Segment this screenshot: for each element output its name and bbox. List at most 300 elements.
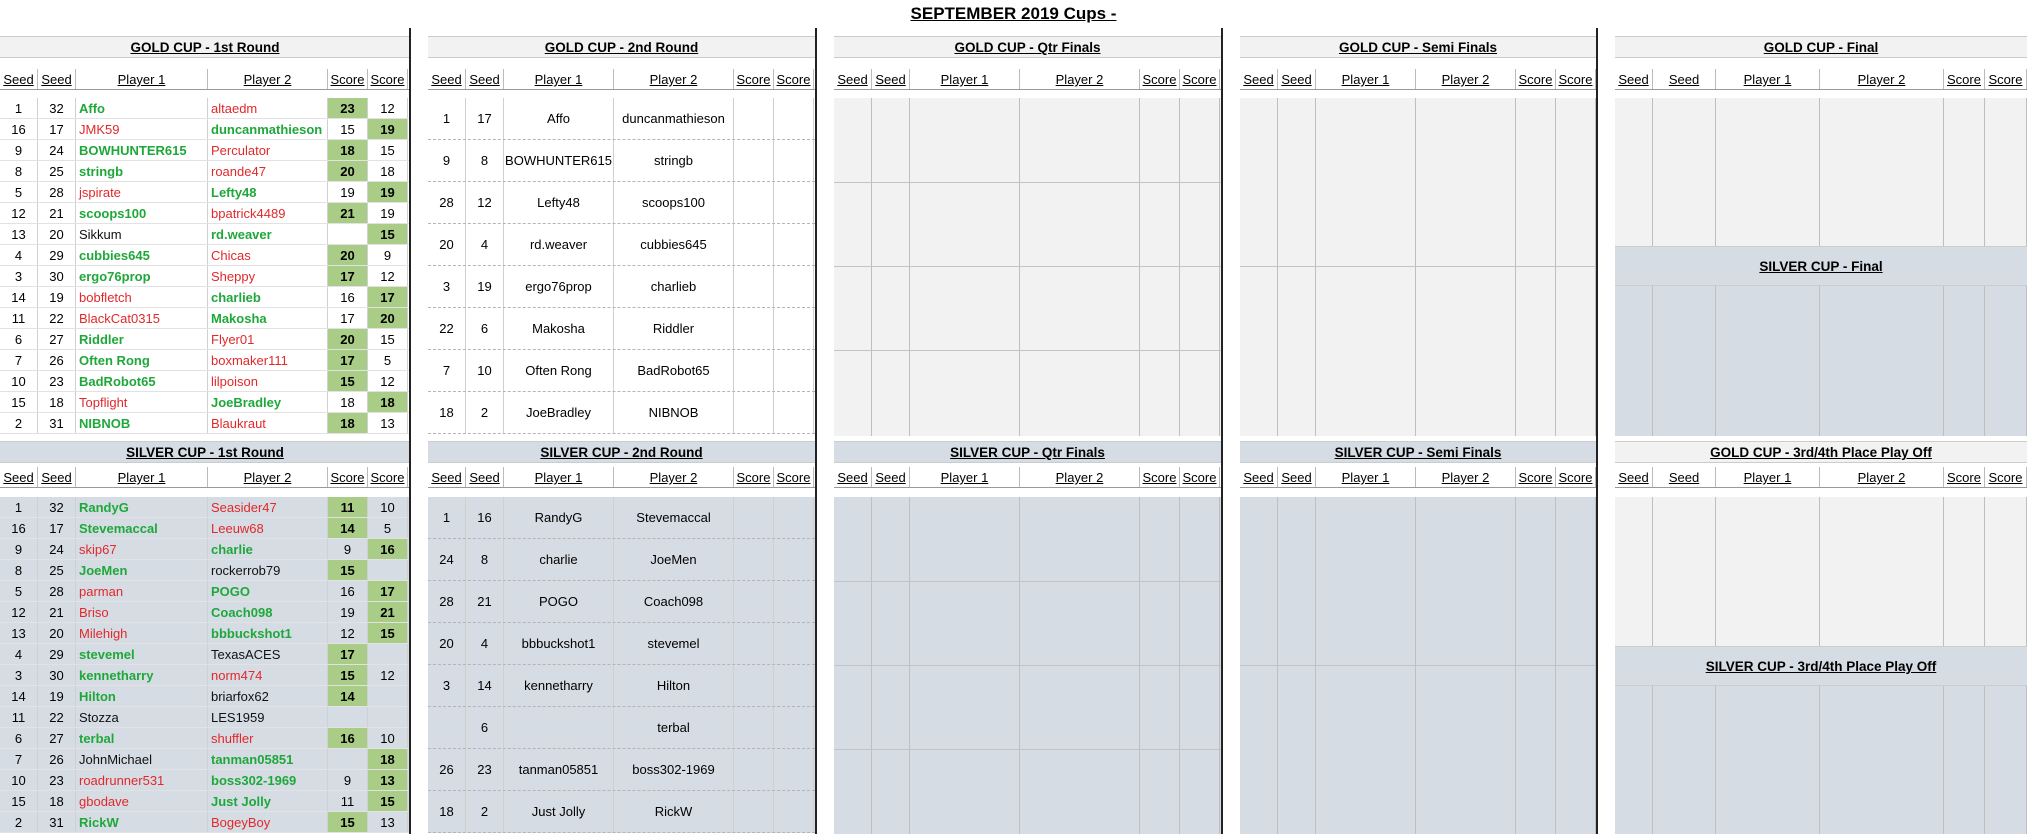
player1-cell: rd.weaver — [504, 224, 614, 265]
seed-cell: 32 — [38, 497, 76, 517]
silver-r2-panel — [428, 441, 815, 834]
seed-cell: 20 — [428, 224, 466, 265]
table-row — [0, 791, 410, 812]
header-player2: Player 2 — [1441, 72, 1490, 87]
score-cell: 10 — [368, 497, 408, 517]
header-score: Score — [1947, 470, 1981, 485]
header-score: Score — [330, 470, 365, 485]
header-score: Score — [736, 72, 771, 87]
seed-cell: 10 — [0, 371, 38, 391]
seed-cell: 27 — [38, 728, 76, 748]
header-seed: Seed — [1618, 470, 1649, 485]
header-seed: Seed — [1668, 72, 1700, 87]
header-seed: Seed — [1618, 72, 1649, 87]
score-cell — [734, 749, 774, 790]
table-row — [0, 119, 410, 140]
player2-cell: Flyer01 — [208, 329, 328, 349]
page-title: SEPTEMBER 2019 Cups - — [910, 4, 1117, 23]
seed-cell — [428, 707, 466, 748]
table-row — [0, 245, 410, 266]
player1-cell: skip67 — [76, 539, 208, 559]
header-score: Score — [370, 470, 405, 485]
silver-r2-header — [428, 467, 815, 488]
header-seed: Seed — [41, 470, 72, 485]
header-score: Score — [736, 470, 771, 485]
player2-cell: POGO — [208, 581, 328, 601]
gold-r2-rows — [428, 98, 815, 434]
player1-cell: kennetharry — [504, 665, 614, 706]
player1-cell: Briso — [76, 602, 208, 622]
player1-cell: Often Rong — [76, 350, 208, 370]
player2-cell: Perculator — [208, 140, 328, 160]
score-cell — [774, 182, 814, 223]
header-score: Score — [1558, 470, 1593, 485]
player2-cell: JoeMen — [614, 539, 734, 580]
score-cell — [734, 707, 774, 748]
table-row — [0, 350, 410, 371]
seed-cell: 23 — [466, 749, 504, 790]
player1-cell: charlie — [504, 539, 614, 580]
score-cell — [328, 707, 368, 727]
score-cell: 14 — [328, 686, 368, 706]
seed-cell: 29 — [38, 644, 76, 664]
seed-cell: 5 — [0, 581, 38, 601]
gold-r1-rows — [0, 98, 410, 434]
header-seed: Seed — [3, 470, 34, 485]
player2-cell: NIBNOB — [614, 392, 734, 433]
table-row — [0, 623, 410, 644]
header-player1: Player 1 — [940, 470, 989, 485]
score-cell — [734, 791, 774, 832]
match-row — [428, 581, 815, 623]
seed-cell: 25 — [38, 560, 76, 580]
player1-cell: JMK59 — [76, 119, 208, 139]
score-cell: 18 — [368, 749, 408, 769]
player2-cell: briarfox62 — [208, 686, 328, 706]
match-row — [428, 623, 815, 665]
score-cell: 11 — [328, 791, 368, 811]
score-cell — [774, 665, 814, 706]
seed-cell: 2 — [0, 413, 38, 433]
header-score: Score — [330, 72, 365, 87]
table-row — [0, 812, 410, 833]
seed-cell: 17 — [38, 518, 76, 538]
score-cell — [734, 392, 774, 433]
score-cell: 17 — [328, 350, 368, 370]
gold-sf-grid — [1240, 98, 1596, 436]
table-row — [0, 539, 410, 560]
player1-cell: RandyG — [504, 497, 614, 538]
table-row — [0, 413, 410, 434]
score-cell — [368, 686, 408, 706]
score-cell: 13 — [368, 812, 408, 832]
score-cell — [774, 140, 814, 181]
score-cell — [774, 707, 814, 748]
score-cell — [774, 266, 814, 307]
gold-qf-grid — [834, 98, 1221, 436]
score-cell: 15 — [368, 329, 408, 349]
header-seed: Seed — [469, 470, 500, 485]
header-player1: Player 1 — [1743, 470, 1792, 485]
table-row — [0, 98, 410, 119]
score-cell — [774, 350, 814, 391]
header-score: Score — [1182, 470, 1217, 485]
match-row — [428, 98, 815, 140]
seed-cell: 8 — [466, 539, 504, 580]
player1-cell: NIBNOB — [76, 413, 208, 433]
table-row — [0, 329, 410, 350]
score-cell — [328, 749, 368, 769]
gold-3rd-header — [1615, 467, 2027, 488]
score-cell: 19 — [328, 602, 368, 622]
player1-cell: Makosha — [504, 308, 614, 349]
score-cell: 19 — [368, 182, 408, 202]
match-row — [428, 665, 815, 707]
gold-qf-panel — [834, 36, 1221, 436]
score-cell: 18 — [368, 161, 408, 181]
header-player2: Player 2 — [1857, 72, 1906, 87]
score-cell: 21 — [368, 602, 408, 622]
score-cell: 9 — [328, 770, 368, 790]
table-row — [0, 560, 410, 581]
seed-cell: 12 — [466, 182, 504, 223]
table-row — [0, 203, 410, 224]
score-cell: 18 — [368, 392, 408, 412]
player1-cell: POGO — [504, 581, 614, 622]
seed-cell: 6 — [0, 329, 38, 349]
seed-cell: 22 — [38, 308, 76, 328]
gold-final-title: GOLD CUP - Final — [1615, 36, 2027, 58]
table-row — [0, 182, 410, 203]
score-cell: 18 — [328, 392, 368, 412]
seed-cell: 11 — [0, 308, 38, 328]
score-cell — [774, 497, 814, 538]
score-cell: 15 — [328, 812, 368, 832]
score-cell: 17 — [328, 266, 368, 286]
header-player2: Player 2 — [243, 470, 292, 485]
header-player1: Player 1 — [1341, 72, 1390, 87]
gold-r2-title: GOLD CUP - 2nd Round — [428, 36, 815, 58]
player1-cell: BadRobot65 — [76, 371, 208, 391]
seed-cell: 12 — [0, 203, 38, 223]
match-row — [428, 182, 815, 224]
player1-cell: BlackCat0315 — [76, 308, 208, 328]
seed-cell: 13 — [0, 224, 38, 244]
table-row — [0, 140, 410, 161]
match-row — [428, 749, 815, 791]
seed-cell: 26 — [38, 350, 76, 370]
score-cell — [774, 98, 814, 139]
seed-cell: 26 — [428, 749, 466, 790]
seed-cell: 30 — [38, 266, 76, 286]
score-cell — [774, 392, 814, 433]
player2-cell: stringb — [614, 140, 734, 181]
score-cell: 17 — [328, 308, 368, 328]
score-cell — [328, 224, 368, 244]
seed-cell: 14 — [0, 686, 38, 706]
score-cell — [774, 791, 814, 832]
player1-cell: stringb — [76, 161, 208, 181]
player1-cell: Milehigh — [76, 623, 208, 643]
header-seed: Seed — [1281, 72, 1312, 87]
player2-cell: Riddler — [614, 308, 734, 349]
score-cell: 16 — [328, 581, 368, 601]
seed-cell: 19 — [38, 686, 76, 706]
table-row — [0, 308, 410, 329]
gold-r1-title: GOLD CUP - 1st Round — [0, 36, 410, 58]
score-cell — [774, 224, 814, 265]
seed-cell: 20 — [38, 623, 76, 643]
score-cell: 20 — [328, 161, 368, 181]
seed-cell: 10 — [466, 350, 504, 391]
seed-cell: 19 — [38, 287, 76, 307]
header-seed: Seed — [431, 470, 462, 485]
score-cell — [774, 539, 814, 580]
seed-cell: 18 — [38, 791, 76, 811]
score-cell: 13 — [368, 413, 408, 433]
player2-cell: cubbies645 — [614, 224, 734, 265]
player1-cell: ergo76prop — [504, 266, 614, 307]
score-cell: 12 — [368, 371, 408, 391]
seed-cell: 4 — [466, 623, 504, 664]
header-score: Score — [1142, 72, 1177, 87]
table-row — [0, 371, 410, 392]
player2-cell: bbbuckshot1 — [208, 623, 328, 643]
seed-cell: 2 — [466, 392, 504, 433]
player2-cell: Coach098 — [614, 581, 734, 622]
seed-cell: 24 — [38, 539, 76, 559]
seed-cell: 1 — [428, 497, 466, 538]
header-seed: Seed — [1281, 470, 1312, 485]
score-cell: 20 — [368, 308, 408, 328]
score-cell: 15 — [328, 665, 368, 685]
gold-r2-panel — [428, 36, 815, 436]
seed-cell: 8 — [0, 161, 38, 181]
header-player2: Player 2 — [1857, 470, 1906, 485]
score-cell — [734, 497, 774, 538]
seed-cell: 8 — [466, 140, 504, 181]
player1-cell: JohnMichael — [76, 749, 208, 769]
seed-cell: 4 — [0, 245, 38, 265]
player1-cell: gbodave — [76, 791, 208, 811]
table-row — [0, 287, 410, 308]
player1-cell: Sikkum — [76, 224, 208, 244]
silver-r1-header — [0, 467, 410, 488]
header-score: Score — [1558, 72, 1593, 87]
score-cell: 16 — [328, 728, 368, 748]
score-cell — [734, 266, 774, 307]
score-cell: 5 — [368, 518, 408, 538]
score-cell: 19 — [368, 119, 408, 139]
match-row — [428, 497, 815, 539]
seed-cell: 20 — [38, 224, 76, 244]
gold-final-header — [1615, 69, 2027, 90]
player2-cell: Makosha — [208, 308, 328, 328]
player2-cell: Stevemaccal — [614, 497, 734, 538]
silver-r1-panel — [0, 441, 410, 834]
seed-cell: 28 — [38, 581, 76, 601]
header-player2: Player 2 — [1055, 72, 1104, 87]
score-cell: 12 — [368, 98, 408, 118]
silver-r1-title: SILVER CUP - 1st Round — [0, 441, 410, 463]
player2-cell: stevemel — [614, 623, 734, 664]
seed-cell: 7 — [0, 749, 38, 769]
seed-cell: 23 — [38, 371, 76, 391]
match-row — [428, 791, 815, 833]
header-player1: Player 1 — [534, 470, 583, 485]
silver-r2-title: SILVER CUP - 2nd Round — [428, 441, 815, 463]
player2-cell: boss302-1969 — [614, 749, 734, 790]
header-seed: Seed — [1243, 72, 1274, 87]
table-row — [0, 728, 410, 749]
gold-sf-panel — [1240, 36, 1596, 436]
player2-cell: RickW — [614, 791, 734, 832]
score-cell — [774, 749, 814, 790]
player1-cell: Lefty48 — [504, 182, 614, 223]
seed-cell: 1 — [0, 98, 38, 118]
seed-cell: 17 — [38, 119, 76, 139]
player2-cell: TexasACES — [208, 644, 328, 664]
table-row — [0, 707, 410, 728]
column-separator — [1221, 28, 1223, 834]
player1-cell: Stozza — [76, 707, 208, 727]
player1-cell: Topflight — [76, 392, 208, 412]
player2-cell: shuffler — [208, 728, 328, 748]
score-cell — [734, 581, 774, 622]
seed-cell: 16 — [0, 518, 38, 538]
table-row — [0, 749, 410, 770]
player2-cell: BadRobot65 — [614, 350, 734, 391]
header-player2: Player 2 — [649, 470, 698, 485]
seed-cell: 9 — [0, 539, 38, 559]
player1-cell: JoeBradley — [504, 392, 614, 433]
seed-cell: 27 — [38, 329, 76, 349]
gold-sf-title: GOLD CUP - Semi Finals — [1240, 36, 1596, 58]
player1-cell: ergo76prop — [76, 266, 208, 286]
match-row — [428, 392, 815, 434]
column-separator — [409, 28, 411, 834]
score-cell — [774, 308, 814, 349]
player1-cell: Affo — [76, 98, 208, 118]
seed-cell: 23 — [38, 770, 76, 790]
gold-3rd-grid — [1615, 497, 2027, 646]
score-cell: 19 — [368, 203, 408, 223]
player2-cell: BogeyBoy — [208, 812, 328, 832]
match-row — [428, 140, 815, 182]
player1-cell: Affo — [504, 98, 614, 139]
player2-cell: Coach098 — [208, 602, 328, 622]
table-row — [0, 224, 410, 245]
player2-cell: duncanmathieson — [208, 119, 328, 139]
player1-cell: Often Rong — [504, 350, 614, 391]
table-row — [0, 392, 410, 413]
header-seed: Seed — [431, 72, 462, 87]
header-seed: Seed — [837, 470, 868, 485]
score-cell — [368, 560, 408, 580]
seed-cell: 28 — [428, 581, 466, 622]
score-cell: 9 — [328, 539, 368, 559]
seed-cell: 12 — [0, 602, 38, 622]
gold-final-grid — [1615, 98, 2027, 246]
score-cell — [734, 350, 774, 391]
header-player1: Player 1 — [940, 72, 989, 87]
seed-cell: 29 — [38, 245, 76, 265]
player1-cell: Hilton — [76, 686, 208, 706]
score-cell — [368, 707, 408, 727]
score-cell — [734, 140, 774, 181]
seed-cell: 22 — [428, 308, 466, 349]
seed-cell: 4 — [0, 644, 38, 664]
seed-cell: 21 — [466, 581, 504, 622]
score-cell: 16 — [368, 539, 408, 559]
score-cell: 20 — [328, 329, 368, 349]
gold-3rd-title: GOLD CUP - 3rd/4th Place Play Off — [1615, 441, 2027, 463]
score-cell: 15 — [328, 371, 368, 391]
player2-cell: Chicas — [208, 245, 328, 265]
silver-r1-rows — [0, 497, 410, 833]
seed-cell: 16 — [0, 119, 38, 139]
match-row — [428, 266, 815, 308]
player2-cell: lilpoison — [208, 371, 328, 391]
player1-cell: kennetharry — [76, 665, 208, 685]
seed-cell: 28 — [428, 182, 466, 223]
player2-cell: rd.weaver — [208, 224, 328, 244]
header-seed: Seed — [3, 72, 34, 87]
score-cell: 18 — [328, 413, 368, 433]
table-row — [0, 266, 410, 287]
silver-final-title: SILVER CUP - Final — [1615, 246, 2027, 286]
player2-cell: Hilton — [614, 665, 734, 706]
match-row — [428, 308, 815, 350]
header-score: Score — [1947, 72, 1981, 87]
score-cell: 21 — [328, 203, 368, 223]
seed-cell: 8 — [0, 560, 38, 580]
table-row — [0, 665, 410, 686]
silver-final-panel — [1615, 246, 2027, 436]
header-score: Score — [776, 470, 811, 485]
player2-cell: bpatrick4489 — [208, 203, 328, 223]
seed-cell: 24 — [428, 539, 466, 580]
silver-r2-rows — [428, 497, 815, 833]
player2-cell: charlieb — [614, 266, 734, 307]
score-cell — [734, 224, 774, 265]
header-score: Score — [776, 72, 811, 87]
seed-cell: 22 — [38, 707, 76, 727]
score-cell: 15 — [368, 140, 408, 160]
player1-cell: parman — [76, 581, 208, 601]
silver-sf-header — [1240, 467, 1596, 488]
player1-cell: BOWHUNTER615 — [76, 140, 208, 160]
score-cell: 15 — [368, 791, 408, 811]
player1-cell — [504, 707, 614, 748]
seed-cell: 6 — [466, 707, 504, 748]
table-row — [0, 686, 410, 707]
seed-cell: 6 — [0, 728, 38, 748]
player1-cell: terbal — [76, 728, 208, 748]
header-player1: Player 1 — [1341, 470, 1390, 485]
header-player1: Player 1 — [1743, 72, 1792, 87]
score-cell: 16 — [328, 287, 368, 307]
header-player2: Player 2 — [1055, 470, 1104, 485]
player1-cell: jspirate — [76, 182, 208, 202]
player2-cell: scoops100 — [614, 182, 734, 223]
seed-cell: 13 — [0, 623, 38, 643]
silver-3rd-title: SILVER CUP - 3rd/4th Place Play Off — [1615, 646, 2027, 686]
column-separator — [815, 28, 817, 834]
gold-qf-title: GOLD CUP - Qtr Finals — [834, 36, 1221, 58]
header-player1: Player 1 — [534, 72, 583, 87]
score-cell — [734, 98, 774, 139]
